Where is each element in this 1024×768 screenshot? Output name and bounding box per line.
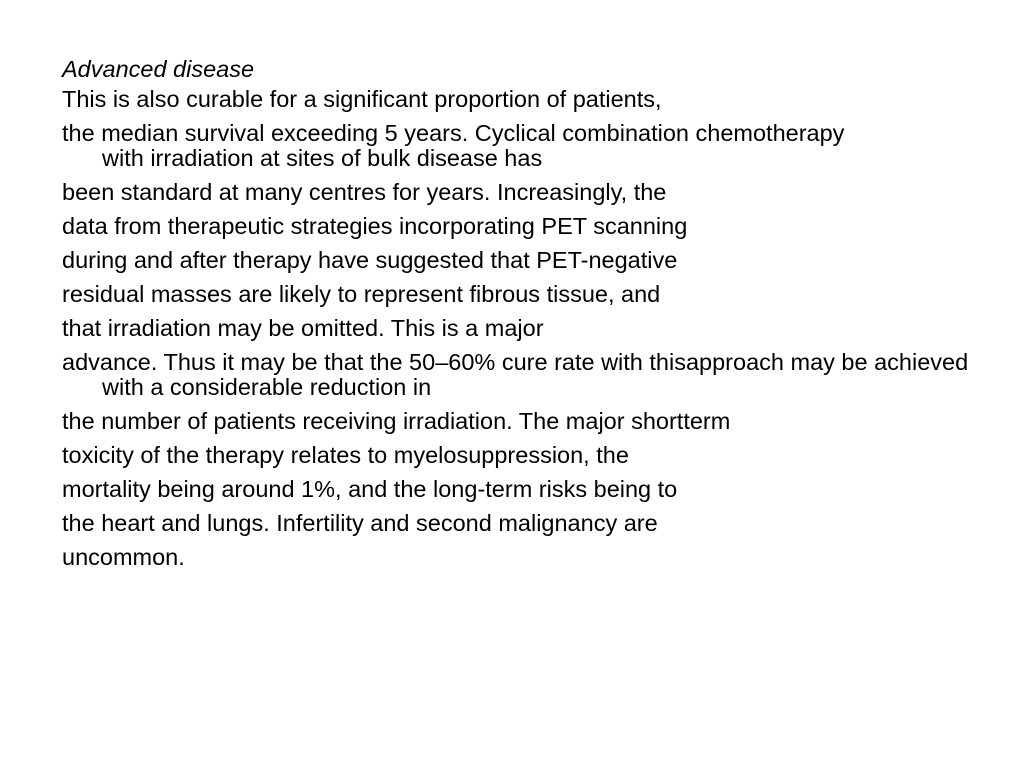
text-line: during and after therapy have suggested that PET-negative	[62, 247, 678, 273]
text-line: that irradiation may be omitted. This is a major	[62, 315, 544, 341]
text-line: the median survival exceeding 5 years. Cyclical combination chemotherapy with irradiation at sites of bulk disease has	[62, 120, 845, 171]
text-line: uncommon.	[62, 544, 185, 570]
text-line: mortality being around 1%, and the long-term risks being to	[62, 476, 678, 502]
section-heading: Advanced disease	[62, 56, 255, 82]
text-line: data from therapeutic strategies incorporating PET scanning	[62, 213, 688, 239]
text-line: the heart and lungs. Infertility and second malignancy are	[62, 510, 658, 536]
body-text-block	[62, 54, 1002, 579]
text-line: been standard at many centres for years. Increasingly, the	[62, 179, 667, 205]
text-line: toxicity of the therapy relates to myelosuppression, the	[62, 442, 629, 468]
text-line: residual masses are likely to represent fibrous tissue, and	[62, 281, 661, 307]
text-line: advance. Thus it may be that the 50–60% cure rate with thisapproach may be achieved with a considerable reduction in	[62, 349, 969, 400]
text-line: This is also curable for a significant proportion of patients,	[62, 86, 662, 112]
text-line: the number of patients receiving irradiation. The major shortterm	[62, 408, 731, 434]
